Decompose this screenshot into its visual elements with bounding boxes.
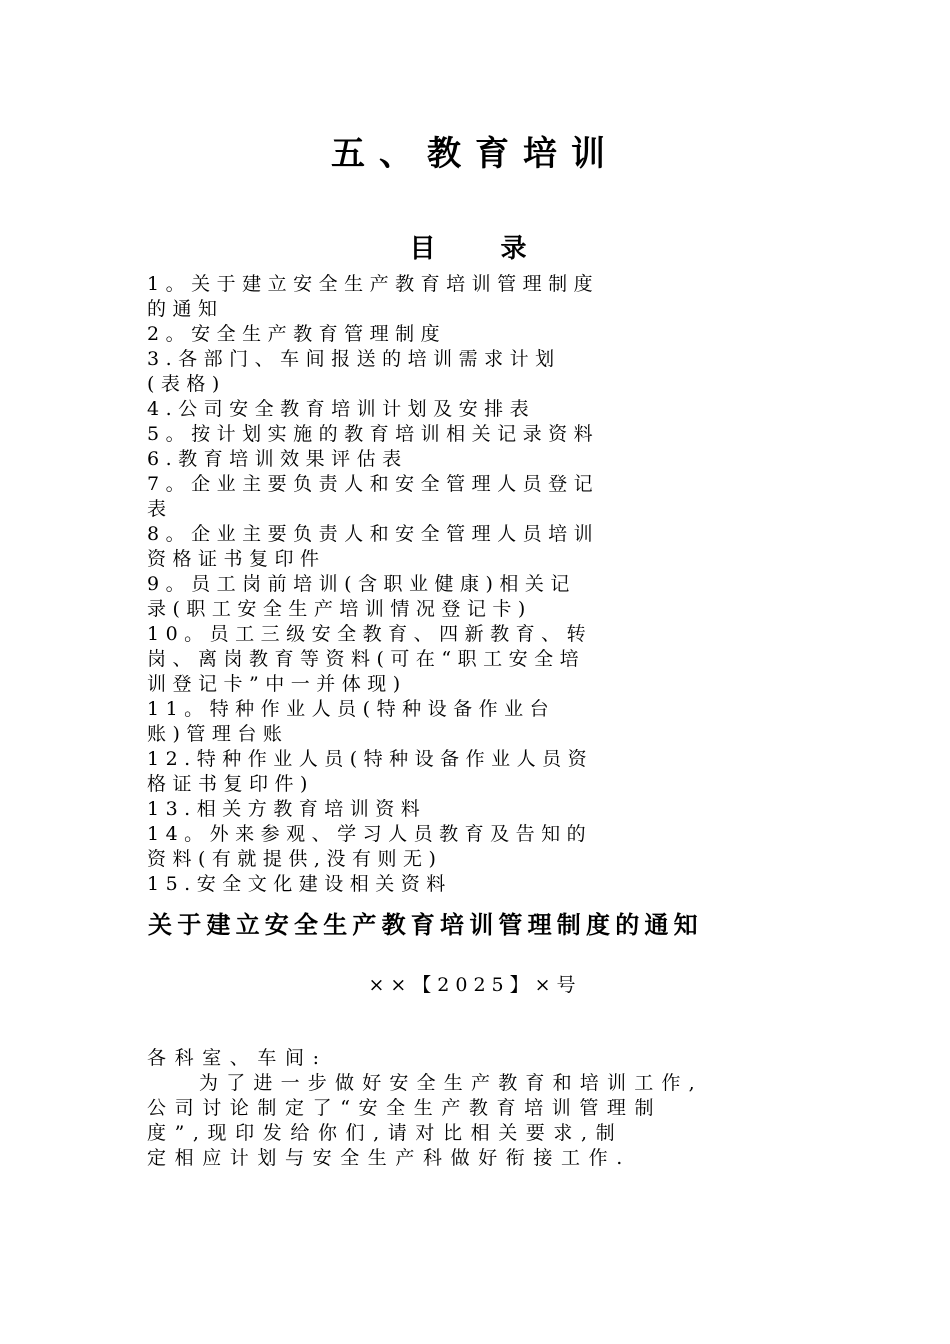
toc-line: 12.特种作业人员(特种设备作业人员资	[147, 748, 594, 770]
toc-line: 13.相关方教育培训资料	[147, 798, 427, 820]
toc-heading: 目 录	[409, 234, 555, 264]
toc-line: 7。企业主要负责人和安全管理人员登记	[147, 473, 600, 495]
notice-title: 关于建立安全生产教育培训管理制度的通知	[148, 910, 703, 939]
toc-line: 8。企业主要负责人和安全管理人员培训	[147, 523, 600, 545]
toc-line: 资料(有就提供,没有则无)	[147, 848, 443, 870]
toc-line: 格证书复印件)	[147, 773, 314, 795]
toc-line: 的通知	[147, 298, 224, 320]
notice-paragraph-line: 为了进一步做好安全生产教育和培训工作,	[199, 1072, 703, 1094]
toc-line: 资格证书复印件	[147, 548, 326, 570]
toc-line: 训登记卡”中一并体现)	[147, 673, 407, 695]
toc-line: 6.教育培训效果评估表	[147, 448, 408, 470]
toc-line: 11。特种作业人员(特种设备作业台	[147, 698, 556, 720]
toc-line: 14。外来参观、学习人员教育及告知的	[147, 823, 593, 845]
toc-line: 5。按计划实施的教育培训相关记录资料	[147, 423, 600, 445]
toc-line: 1。关于建立安全生产教育培训管理制度	[147, 273, 600, 295]
toc-line: 2。安全生产教育管理制度	[147, 323, 447, 345]
toc-line: 9。员工岗前培训(含职业健康)相关记	[147, 573, 576, 595]
toc-line: 15.安全文化建设相关资料	[147, 873, 452, 895]
document-number: ××【2025】×号	[368, 974, 582, 996]
toc-line: 10。员工三级安全教育、四新教育、转	[147, 623, 593, 645]
toc-line: 4.公司安全教育培训计划及安排表	[147, 398, 536, 420]
notice-salutation: 各科室、车间:	[147, 1047, 328, 1069]
toc-line: 岗、离岗教育等资料(可在“职工安全培	[147, 648, 586, 670]
section-title: 五、教育培训	[331, 134, 619, 174]
toc-line: 账)管理台账	[147, 723, 289, 745]
toc-line: 3.各部门、车间报送的培训需求计划	[147, 348, 561, 370]
toc-line: 录(职工安全生产培训情况登记卡)	[147, 598, 532, 620]
notice-paragraph-line: 度”,现印发给你们,请对比相关要求,制	[147, 1122, 624, 1144]
notice-paragraph-line: 定相应计划与安全生产科做好衔接工作.	[147, 1147, 631, 1169]
toc-line: 表	[147, 498, 173, 520]
notice-paragraph-line: 公司讨论制定了“安全生产教育培训管理制	[147, 1097, 663, 1119]
toc-line: (表格)	[147, 373, 226, 395]
